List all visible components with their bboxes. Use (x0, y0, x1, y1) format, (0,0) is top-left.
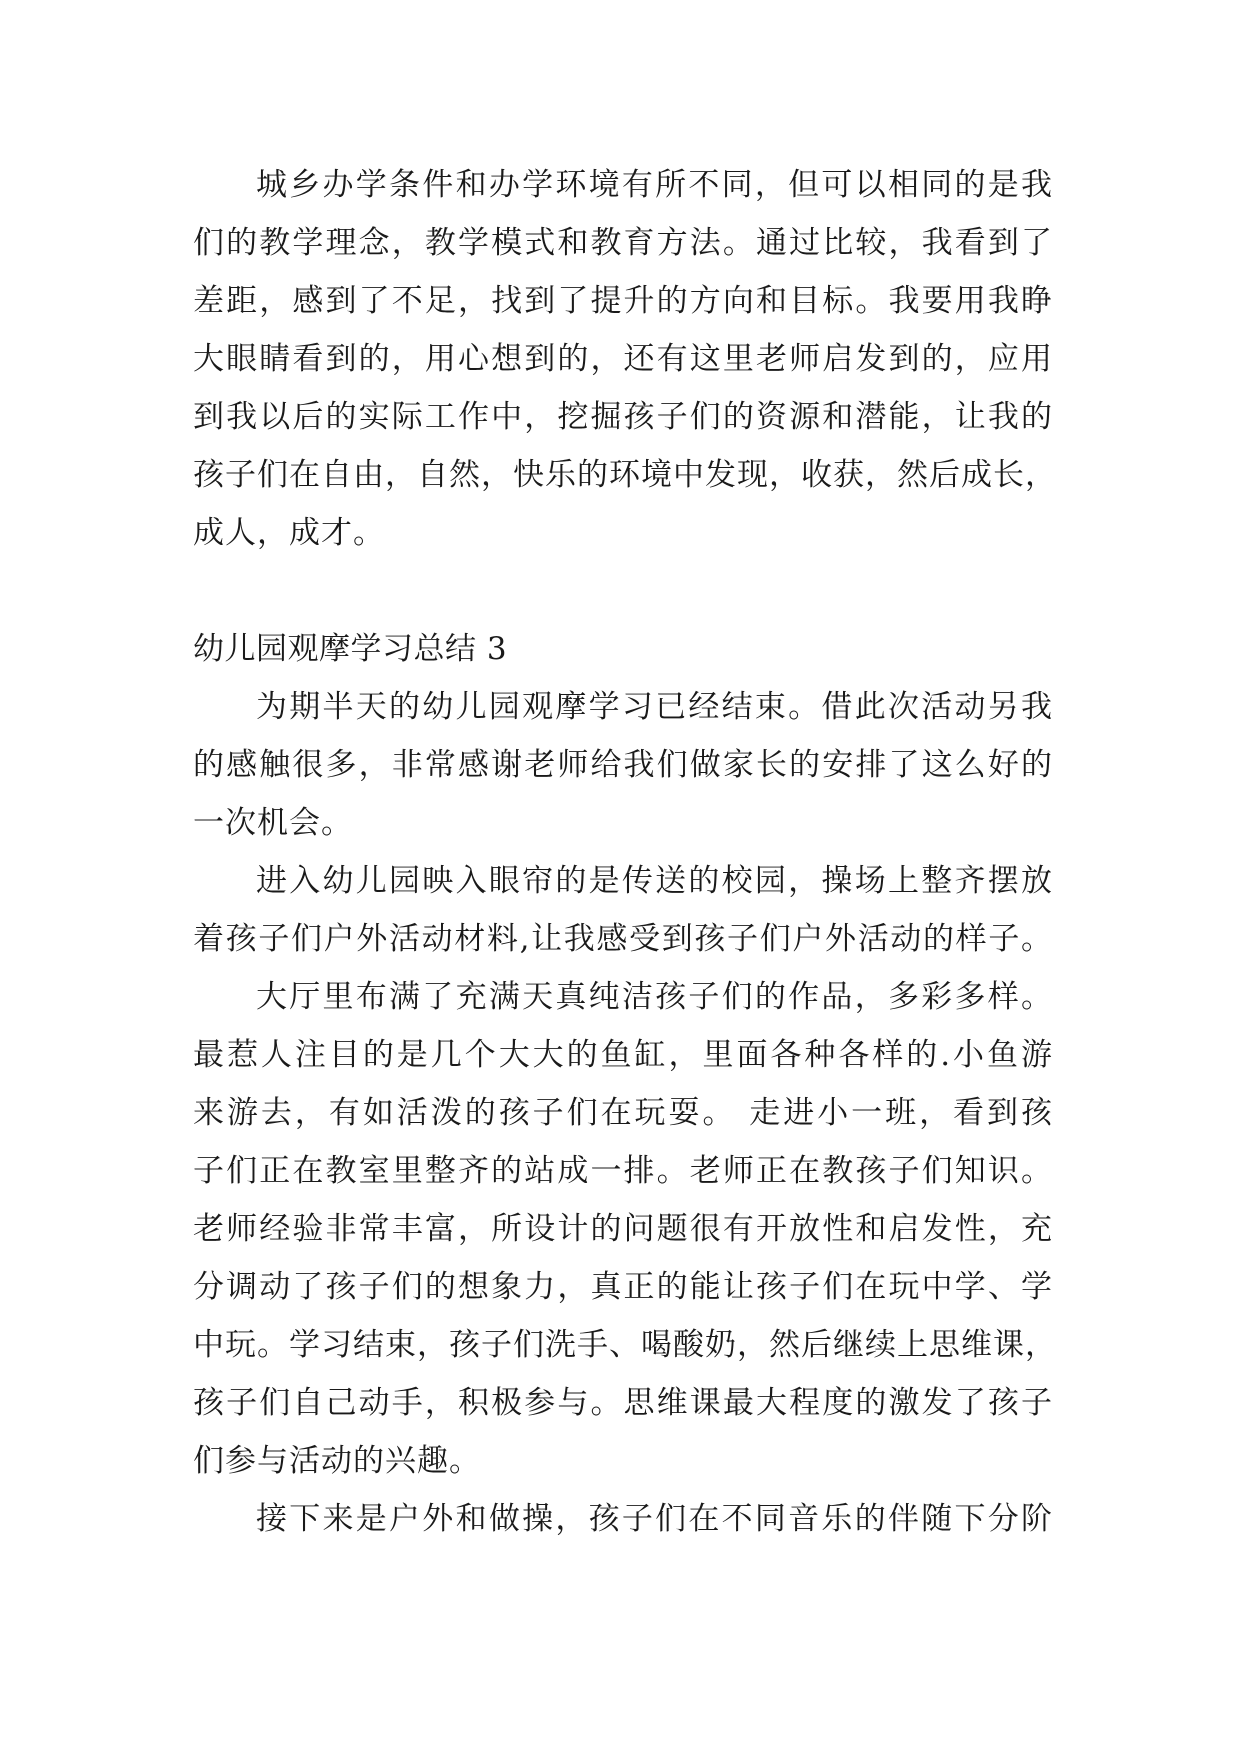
paragraph-4-line-5: 老师经验非常丰富，所设计的问题很有开放性和启发性，充 (193, 1211, 1053, 1247)
paragraph-3-line-2: 着孩子们户外活动材料,让我感受到孩子们户外活动的样子。 (193, 921, 1053, 957)
paragraph-4-line-8: 孩子们自己动手，积极参与。思维课最大程度的激发了孩子 (193, 1385, 1053, 1421)
paragraph-1-line-2: 们的教学理念，教学模式和教育方法。通过比较，我看到了 (193, 225, 1053, 261)
paragraph-1-line-1: 城乡办学条件和办学环境有所不同，但可以相同的是我 (256, 167, 1053, 203)
paragraph-4-line-2: 最惹人注目的是几个大大的鱼缸，里面各种各样的.小鱼游 (193, 1037, 1053, 1073)
paragraph-4-line-6: 分调动了孩子们的想象力，真正的能让孩子们在玩中学、学 (193, 1269, 1053, 1305)
paragraph-4-line-7: 中玩。学习结束，孩子们洗手、喝酸奶，然后继续上思维课， (193, 1327, 1057, 1363)
paragraph-1-line-6: 孩子们在自由，自然，快乐的环境中发现，收获，然后成长， (193, 457, 1057, 493)
paragraph-4-line-9: 们参与活动的兴趣。 (193, 1443, 481, 1479)
section-heading: 幼儿园观摩学习总结 3 (193, 631, 508, 667)
paragraph-1-line-3: 差距，感到了不足，找到了提升的方向和目标。我要用我睁 (193, 283, 1053, 319)
paragraph-1-line-5: 到我以后的实际工作中，挖掘孩子们的资源和潜能，让我的 (193, 399, 1053, 435)
paragraph-4-line-1: 大厅里布满了充满天真纯洁孩子们的作品，多彩多样。 (256, 979, 1053, 1015)
paragraph-2-line-3: 一次机会。 (193, 805, 353, 841)
paragraph-4-line-4: 子们正在教室里整齐的站成一排。老师正在教孩子们知识。 (193, 1153, 1053, 1189)
paragraph-5-line-1: 接下来是户外和做操，孩子们在不同音乐的伴随下分阶 (256, 1501, 1053, 1537)
paragraph-3-line-1: 进入幼儿园映入眼帘的是传送的校园，操场上整齐摆放 (256, 863, 1053, 899)
paragraph-1-line-7: 成人，成才。 (193, 515, 385, 551)
paragraph-1-line-4: 大眼睛看到的，用心想到的，还有这里老师启发到的，应用 (193, 341, 1053, 377)
paragraph-2-line-1: 为期半天的幼儿园观摩学习已经结束。借此次活动另我 (256, 689, 1053, 725)
paragraph-4-line-3: 来游去，有如活泼的孩子们在玩耍。 走进小一班，看到孩 (193, 1095, 1053, 1131)
paragraph-2-line-2: 的感触很多，非常感谢老师给我们做家长的安排了这么好的 (193, 747, 1053, 783)
